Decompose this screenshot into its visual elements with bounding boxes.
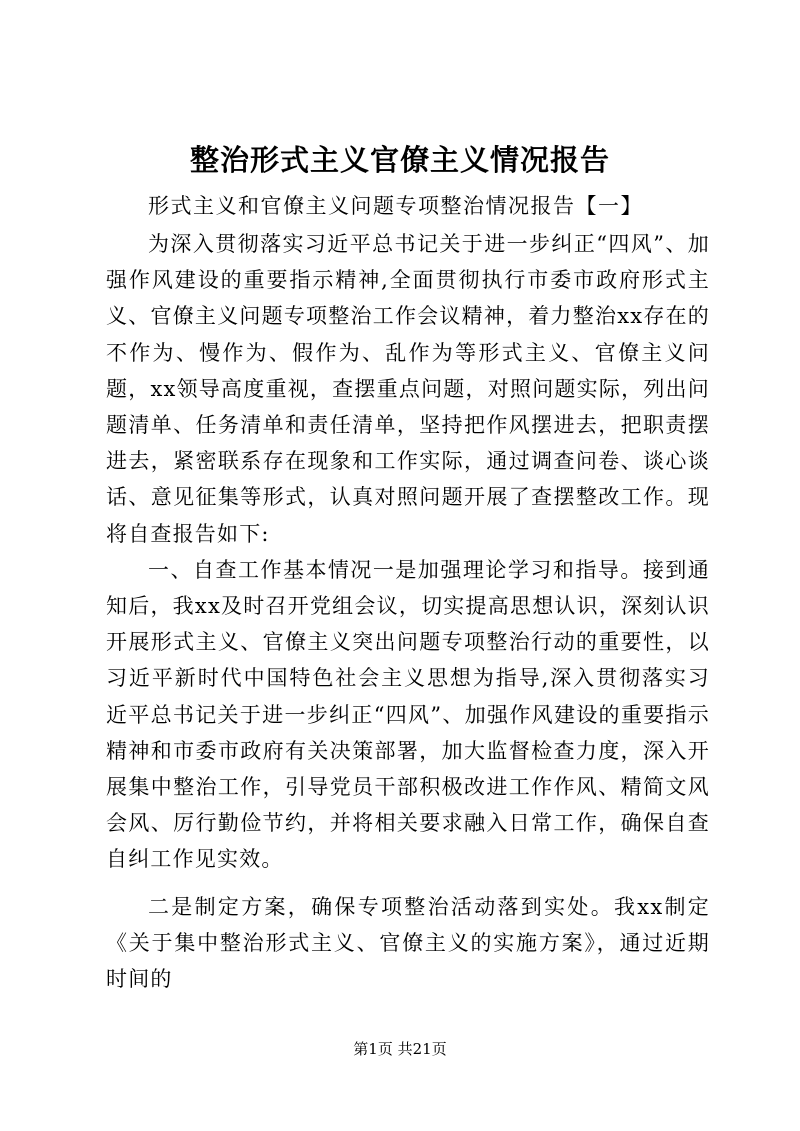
paragraph-plan: 二是制定方案，确保专项整治活动落到实处。我xx制定《关于集中整治形式主义、官僚主义的实施方案》，通过近期时间的 (106, 894, 710, 992)
document-title: 整治形式主义官僚主义情况报告 (189, 143, 610, 177)
document-body (106, 226, 710, 997)
document-subtitle: 形式主义和官僚主义问题专项整治情况报告【一】 (148, 194, 643, 218)
paragraph-self-check: 一、自查工作基本情况一是加强理论学习和指导。接到通知后，我xx及时召开党组会议，切实提高思想认识，深刻认识开展形式主义、官僚主义突出问题专项整治行动的重要性，以习近平新时代中国特色社会主义思想为指导,深入贯彻落实习近平总书记关于进一步纠正“四风”、加强作风建设的重要指示精神和市委市政府有关决策部署，加大监督检查力度，深入开展集中整治工作，引导党员干部积极改进工作作风、精简文风会风、厉行勤俭节约，并将相关要求融入日常工作，确保自查自纠工作见实效。 (106, 557, 710, 872)
paragraph-intro: 为深入贯彻落实习近平总书记关于进一步纠正“四风”、加强作风建设的重要指示精神,全面贯彻执行市委市政府形式主义、官僚主义问题专项整治工作会议精神，着力整治xx存在的不作为、慢作为、假作为、乱作为等形式主义、官僚主义问题，xx领导高度重视，查摆重点问题，对照问题实际，列出问题清单、任务清单和责任清单，坚持把作风摆进去，把职责摆进去，紧密联系存在现象和工作实际，通过调查问卷、谈心谈话、意见征集等形式，认真对照问题开展了查摆整改工作。现将自查报告如下: (106, 232, 710, 546)
page-footer: 第1页 共21页 (353, 1040, 447, 1058)
